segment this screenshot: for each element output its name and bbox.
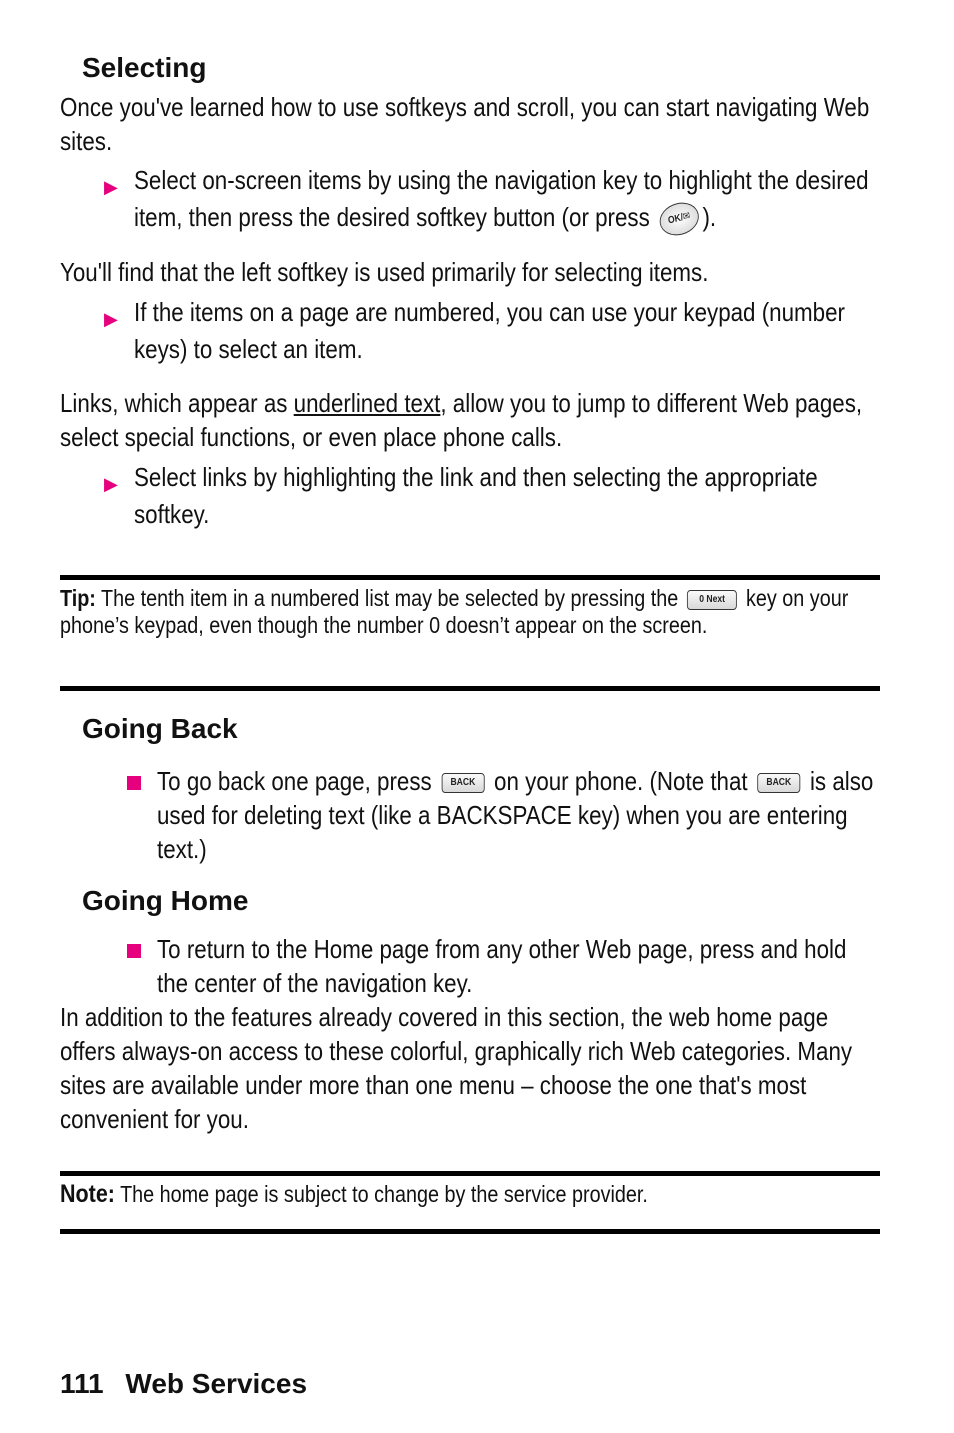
selecting-para3: [60, 386, 880, 454]
going-back-text-1: To go back one page, press: [157, 766, 432, 796]
square-bullet-icon: [127, 776, 141, 790]
bullet-select-links-text: Select links by highlighting the link and then selecting the appropriate softkey.: [134, 462, 818, 529]
back-key-icon: BACK: [757, 773, 800, 793]
going-home-para-text: In addition to the features already covered in this section, the web home page offers always-on access to these colorful, graphically rich Web categories. Many sites are available under more than one menu – choose the one that's most convenient for you.: [60, 1002, 853, 1134]
selecting-para2: [60, 255, 880, 289]
tip-bottom-rule: [60, 686, 880, 691]
heading-going-back: Going Back: [82, 713, 238, 744]
going-back-text-2: on your phone. (Note that: [494, 766, 748, 796]
footer-section-title: Web Services: [125, 1368, 308, 1399]
triangle-bullet-icon: ▶: [104, 309, 118, 329]
tip-top-rule: [60, 575, 880, 580]
selecting-para2-text: You'll find that the left softkey is used primarily for selecting items.: [60, 257, 709, 287]
bullet-numbered-items: [104, 294, 880, 368]
back-key-icon: BACK: [441, 773, 484, 793]
bullet-select-items-text: Select on-screen items by using the navigation key to highlight the desired item, then press the desired softkey button (or press: [134, 165, 869, 232]
triangle-bullet-icon: ▶: [104, 177, 118, 197]
underlined-text-example: underlined text: [293, 388, 441, 418]
heading-selecting: Selecting: [82, 52, 207, 83]
links-text-pre: Links, which appear as: [60, 388, 294, 418]
bullet-select-items-end: ).: [702, 202, 717, 232]
tip-label: Tip:: [60, 585, 96, 611]
bullet-going-back: [157, 764, 880, 866]
bullet-select-items: [104, 162, 880, 236]
triangle-bullet-icon: ▶: [104, 474, 118, 494]
going-back-text-3: is also used for deleting text (like a BACKSPACE key) when you are entering text.): [157, 766, 874, 864]
square-bullet-icon: [127, 944, 141, 958]
bullet-going-home: [157, 932, 880, 1000]
tip-text-post: key on your phone’s keypad, even though the number 0 doesn’t appear on the screen.: [60, 585, 849, 638]
note-top-rule: [60, 1171, 880, 1176]
note-text: The home page is subject to change by the service provider.: [120, 1181, 648, 1207]
note-label: Note:: [60, 1180, 115, 1208]
bullet-select-links: [104, 459, 880, 533]
zero-next-key-icon: 0 Next: [687, 590, 737, 610]
links-text-post: , allow you to jump to different Web pages, select special functions, or even place phone calls.: [60, 388, 863, 452]
tip-text-pre: The tenth item in a numbered list may be selected by pressing the: [101, 585, 679, 611]
note-box: [60, 1181, 880, 1208]
page-footer: [60, 1368, 307, 1400]
going-home-para: [60, 1000, 880, 1136]
note-bottom-rule: [60, 1229, 880, 1234]
tip-box: [60, 585, 880, 639]
page-number: 111: [60, 1368, 104, 1399]
ok-key-icon: OK/✉: [657, 199, 701, 240]
selecting-intro-text: Once you've learned how to use softkeys and scroll, you can start navigating Web sites.: [60, 92, 870, 156]
going-home-bullet-text: To return to the Home page from any other Web page, press and hold the center of the navigation key.: [157, 934, 847, 998]
selecting-intro: [60, 90, 880, 158]
heading-going-home: Going Home: [82, 885, 249, 916]
bullet-numbered-items-text: If the items on a page are numbered, you can use your keypad (number keys) to select an item.: [134, 297, 845, 364]
